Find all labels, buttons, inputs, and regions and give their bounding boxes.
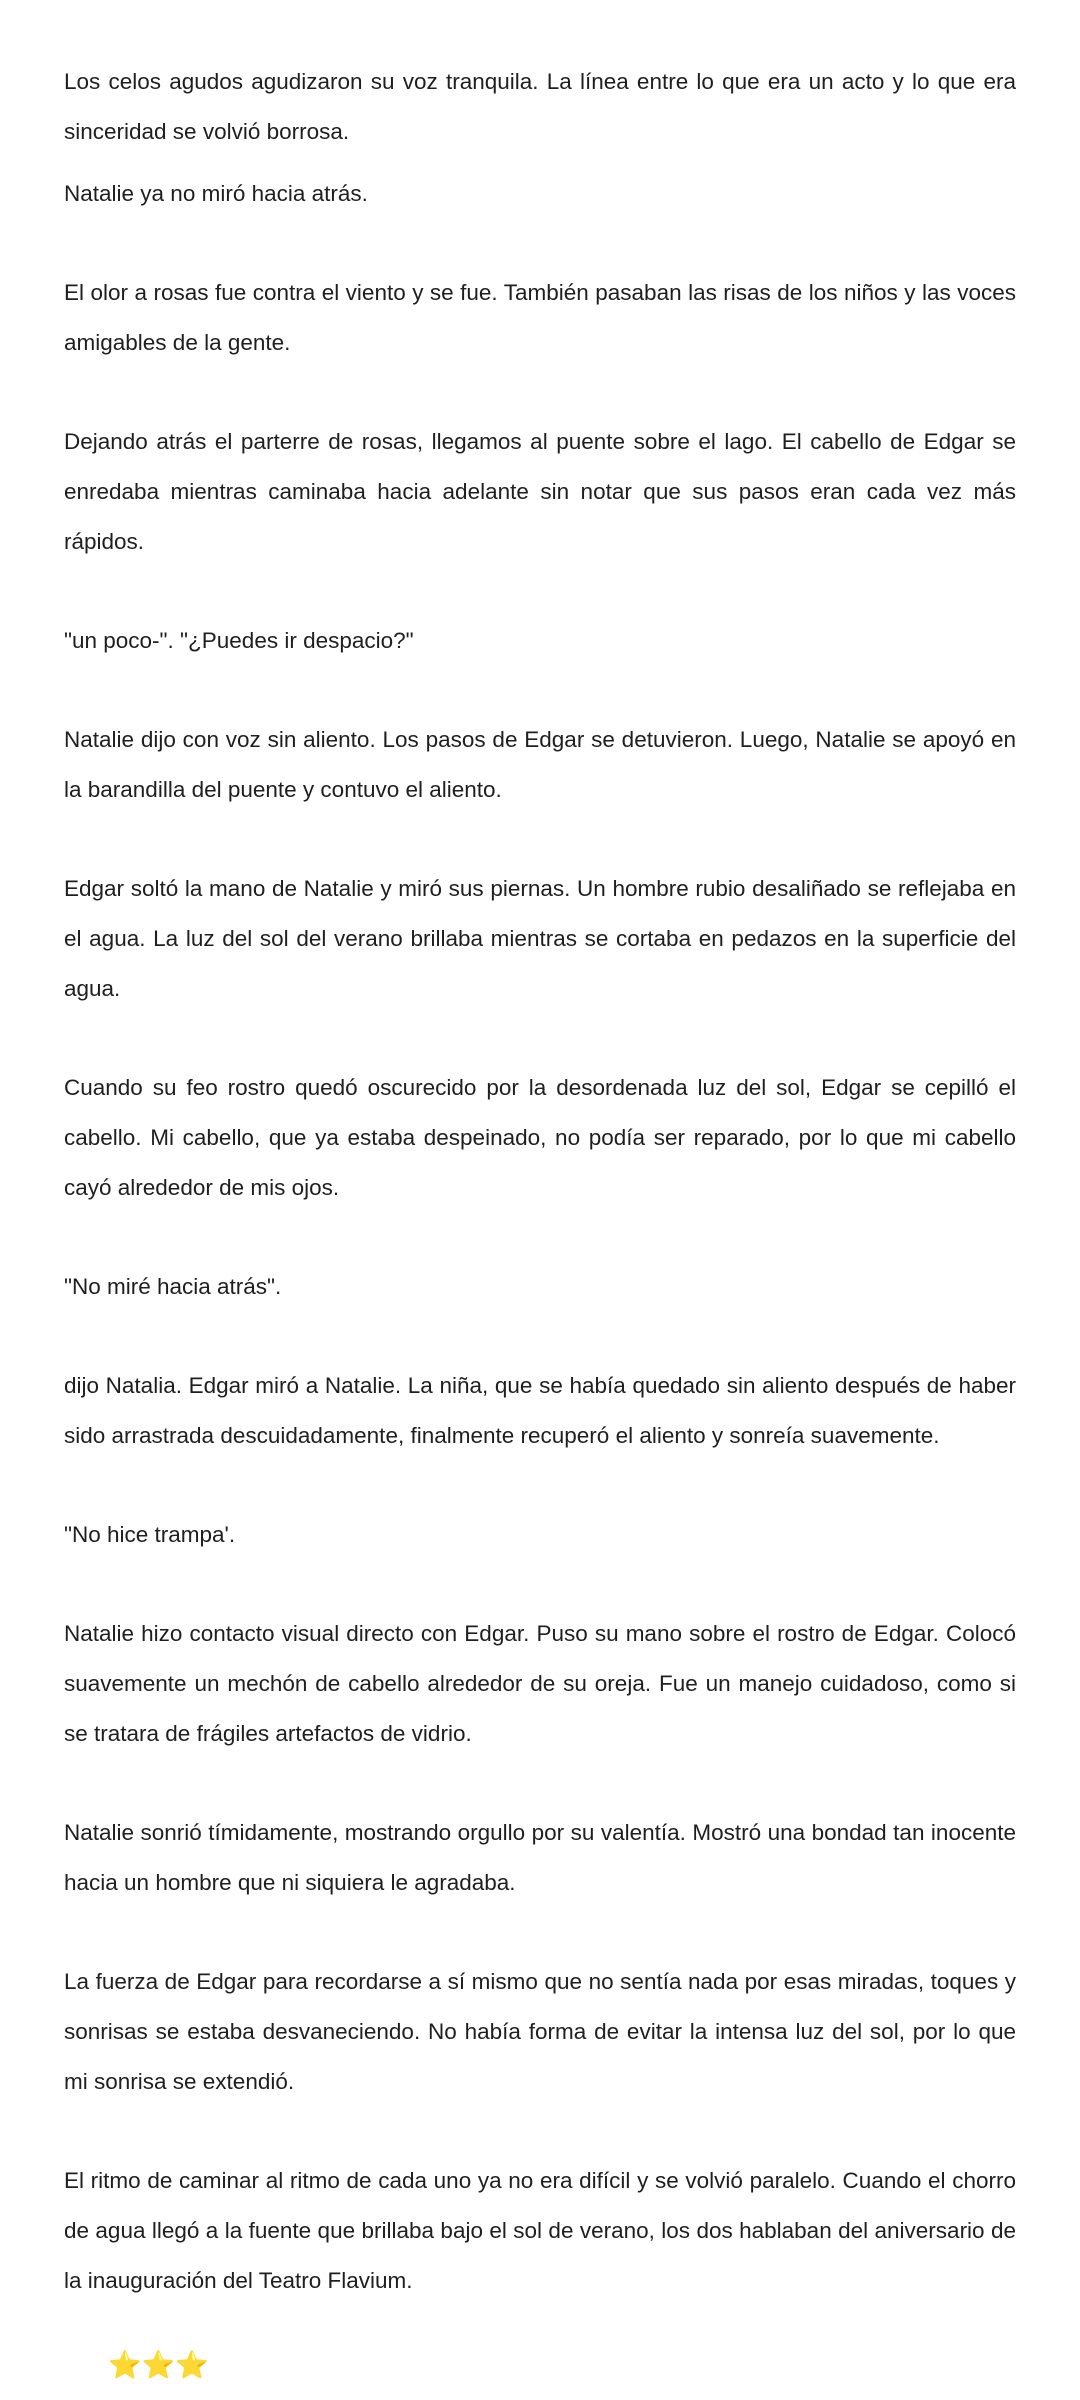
paragraph: "un poco-". "¿Puedes ir despacio?" xyxy=(64,628,414,653)
paragraph: El olor a rosas fue contra el viento y se fue. También pasaban las risas de los niños y las voces amigables de la gente. xyxy=(64,280,1016,355)
paragraph: Natalie dijo con voz sin aliento. Los pasos de Edgar se detuvieron. Luego, Natalie se apoyó en la barandilla del puente y contuvo el aliento. xyxy=(64,727,1016,802)
star-rating xyxy=(108,2348,211,2384)
paragraph: "No miré hacia atrás". xyxy=(64,1274,282,1299)
paragraph: Dejando atrás el parterre de rosas, llegamos al puente sobre el lago. El cabello de Edgar se enredaba mientras caminaba hacia adelante sin notar que sus pasos eran cada vez más rápidos. xyxy=(64,429,1016,554)
paragraph: Natalie hizo contacto visual directo con Edgar. Puso su mano sobre el rostro de Edgar. Colocó suavemente un mechón de cabello alrededor de su oreja. Fue un manejo cuidadoso, como si se tratara de frágiles artefactos de vidrio. xyxy=(64,1621,1016,1746)
paragraph: Natalie sonrió tímidamente, mostrando orgullo por su valentía. Mostró una bondad tan inocente hacia un hombre que ni siquiera le agradaba. xyxy=(64,1820,1016,1895)
paragraph: Los celos agudos agudizaron su voz tranquila. La línea entre lo que era un acto y lo que era sinceridad se volvió borrosa. xyxy=(64,69,1016,144)
paragraph: El ritmo de caminar al ritmo de cada uno ya no era difícil y se volvió paralelo. Cuando el chorro de agua llegó a la fuente que brillaba bajo el sol de verano, los dos hablaban del aniversario de la inauguración del Teatro Flavium. xyxy=(64,2168,1016,2293)
paragraph: Edgar soltó la mano de Natalie y miró sus piernas. Un hombre rubio desaliñado se reflejaba en el agua. La luz del sol del verano brillaba mientras se cortaba en pedazos en la superficie del agua. xyxy=(64,876,1016,1001)
paragraph: Cuando su feo rostro quedó oscurecido por la desordenada luz del sol, Edgar se cepilló el cabello. Mi cabello, que ya estaba despeinado, no podía ser reparado, por lo que mi cabello cayó alrededor de mis ojos. xyxy=(64,1075,1016,1200)
paragraph: La fuerza de Edgar para recordarse a sí mismo que no sentía nada por esas miradas, toques y sonrisas se estaba desvaneciendo. No había forma de evitar la intensa luz del sol, por lo que mi sonrisa se extendió. xyxy=(64,1969,1016,2094)
paragraph: Natalie ya no miró hacia atrás. xyxy=(64,181,368,206)
star-icon: ⭐⭐⭐ xyxy=(108,2350,209,2381)
paragraph: dijo Natalia. Edgar miró a Natalie. La niña, que se había quedado sin aliento después de haber sido arrastrada descuidadamente, finalmente recuperó el aliento y sonreía suavemente. xyxy=(64,1373,1016,1448)
paragraph: "No hice trampa'. xyxy=(64,1522,236,1547)
chapter-text xyxy=(64,57,1016,2306)
